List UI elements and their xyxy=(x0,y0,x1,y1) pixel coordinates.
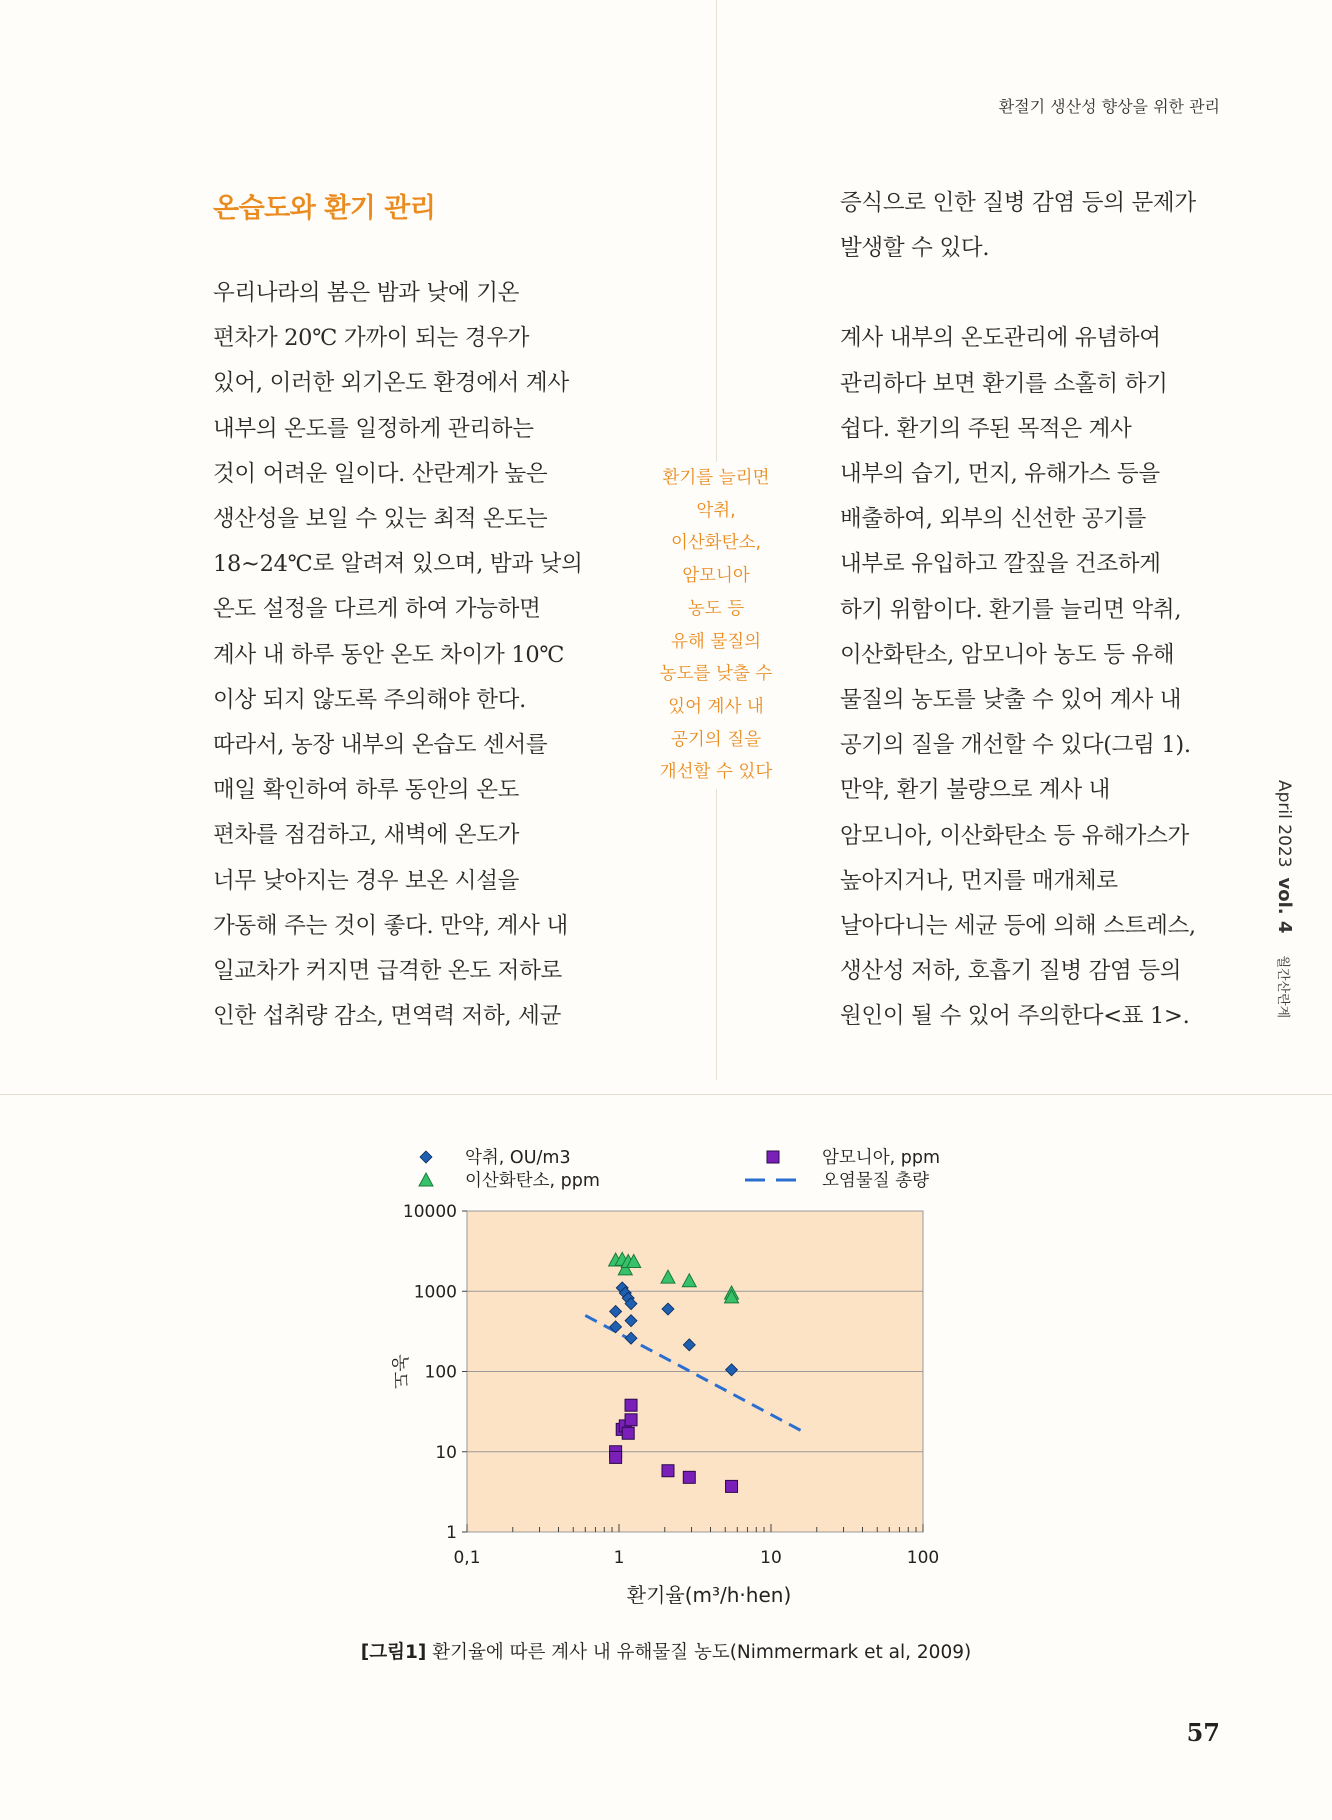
body-line: 계사 내부의 온도관리에 유념하여 xyxy=(840,325,1161,352)
pull-quote-line: 있어 계사 내 xyxy=(668,696,764,717)
ammonia-point xyxy=(683,1471,695,1483)
y-tick-label: 10 xyxy=(435,1442,457,1463)
page-number: 57 xyxy=(1186,1718,1220,1747)
legend-co2-label: 이산화탄소, ppm xyxy=(465,1171,600,1191)
body-line: 따라서, 농장 내부의 온습도 센서를 xyxy=(213,732,548,759)
body-line: 있어, 이러한 외기온도 환경에서 계사 xyxy=(213,370,569,397)
pull-quote-line: 암모니아 xyxy=(682,566,750,587)
body-line: 물질의 농도를 낮출 수 있어 계사 내 xyxy=(840,687,1182,714)
body-line: 것이 어려운 일이다. 산란계가 높은 xyxy=(213,460,548,487)
body-line: 관리하다 보면 환기를 소홀히 하기 xyxy=(840,370,1168,397)
body-line: 원인이 될 수 있어 주의한다<표 1>. xyxy=(840,1003,1190,1030)
caption-text: 환기율에 따른 계사 내 유해물질 농도(Nimmermark et al, 2009) xyxy=(432,1642,972,1663)
legend-trend-label: 오염물질 총량 xyxy=(822,1171,929,1191)
pull-quote-line: 환기를 늘리면 xyxy=(662,468,770,488)
running-title: 환절기 생산성 향상을 위한 관리 xyxy=(998,97,1220,116)
body-line: 가동해 주는 것이 좋다. 만약, 계사 내 xyxy=(213,912,568,939)
x-tick-label: 0,1 xyxy=(453,1548,481,1568)
left-body-column xyxy=(213,271,583,1039)
ammonia-point xyxy=(625,1399,637,1411)
ammonia-point xyxy=(610,1451,622,1463)
body-line: 높아지거나, 먼지를 매개체로 xyxy=(840,867,1118,894)
side-issue-label xyxy=(1274,780,1295,1018)
legend-ammonia-marker xyxy=(767,1151,779,1163)
body-line: 생산성을 보일 수 있는 최적 온도는 xyxy=(213,506,548,533)
pull-quote-line: 공기의 질을 xyxy=(670,729,762,750)
body-line: 편차가 20℃ 가까이 되는 경우가 xyxy=(213,325,530,352)
body-line: 날아다니는 세균 등에 의해 스트레스, xyxy=(840,913,1196,940)
body-line: 이상 되지 않도록 주의해야 한다. xyxy=(213,686,526,713)
issue-volume: vol. 4 xyxy=(1274,877,1295,934)
body-line: 일교차가 커지면 급격한 온도 저하로 xyxy=(213,958,562,985)
figure-chart xyxy=(370,1135,1030,1615)
section-title: 온습도와 환기 관리 xyxy=(213,193,436,224)
paragraph-gap xyxy=(840,271,1196,316)
body-line: 편차를 점검하고, 새벽에 온도가 xyxy=(213,822,520,849)
x-tick-label: 10 xyxy=(760,1548,782,1568)
body-line: 매일 확인하여 하루 동안의 온도 xyxy=(213,777,520,804)
y-tick-label: 10000 xyxy=(402,1202,457,1222)
scatter-chart xyxy=(370,1135,1030,1615)
body-line: 발생할 수 있다. xyxy=(840,235,990,262)
legend-odor-marker xyxy=(420,1151,432,1163)
body-line: 계사 내 하루 동안 온도 차이가 10℃ xyxy=(213,641,565,668)
pull-quote-line: 농도 등 xyxy=(687,598,745,619)
ammonia-point xyxy=(662,1465,674,1477)
body-line: 내부의 온도를 일정하게 관리하는 xyxy=(213,415,534,442)
body-line: 내부의 습기, 먼지, 유해가스 등을 xyxy=(840,461,1160,488)
pull-quote-line: 이산화탄소, xyxy=(670,533,762,554)
x-tick-label: 100 xyxy=(906,1548,940,1568)
body-line: 생산성 저하, 호흡기 질병 감염 등의 xyxy=(840,958,1182,985)
x-tick-label: 1 xyxy=(613,1548,625,1568)
magazine-name: 월간산란계 xyxy=(1275,955,1290,1019)
body-line: 우리나라의 봄은 밤과 낮에 기온 xyxy=(213,280,520,306)
legend-odor-label: 악취, OU/m3 xyxy=(465,1148,571,1168)
pull-quote-line: 농도를 낮출 수 xyxy=(659,664,773,685)
body-line: 증식으로 인한 질병 감염 등의 문제가 xyxy=(840,190,1196,216)
pull-quote xyxy=(632,462,800,789)
body-line: 이산화탄소, 암모니아 농도 등 유해 xyxy=(840,641,1175,668)
pull-quote-line: 유해 물질의 xyxy=(670,631,762,652)
y-axis-label: 농도 xyxy=(389,1354,410,1389)
pull-quote-line: 개선할 수 있다 xyxy=(659,762,773,783)
y-tick-label: 1000 xyxy=(413,1282,457,1303)
right-body-column xyxy=(840,181,1196,1040)
y-tick-label: 1 xyxy=(446,1523,457,1543)
y-tick-label: 100 xyxy=(424,1362,457,1383)
x-axis-label: 환기율(m³/h·hen) xyxy=(626,1583,792,1607)
body-line: 하기 위함이다. 환기를 늘리면 악취, xyxy=(840,596,1182,623)
body-line: 배출하여, 외부의 신선한 공기를 xyxy=(840,506,1147,533)
body-line: 18~24℃로 알려져 있으며, 밤과 낮의 xyxy=(213,551,583,578)
issue-date: April 2023 xyxy=(1274,780,1294,868)
body-line: 만약, 환기 불량으로 계사 내 xyxy=(840,777,1111,804)
body-line: 온도 설정을 다르게 하여 가능하면 xyxy=(213,596,541,623)
caption-label: [그림1] xyxy=(360,1642,427,1663)
legend-co2-marker xyxy=(419,1173,433,1186)
ammonia-point xyxy=(625,1414,637,1426)
body-line: 쉽다. 환기의 주된 목적은 계사 xyxy=(840,415,1132,442)
ammonia-point xyxy=(726,1480,738,1492)
body-line: 공기의 질을 개선할 수 있다(그림 1). xyxy=(840,732,1191,759)
figure-caption xyxy=(0,1638,1332,1664)
section-divider-horizontal xyxy=(0,1094,1332,1095)
pull-quote-line: 악취, xyxy=(696,500,736,521)
body-line: 인한 섭취량 감소, 면역력 저하, 세균 xyxy=(213,1003,562,1030)
legend-ammonia-label: 암모니아, ppm xyxy=(822,1148,941,1168)
body-line: 내부로 유입하고 깔짚을 건조하게 xyxy=(840,551,1161,578)
ammonia-point xyxy=(622,1427,634,1439)
body-line: 너무 낮아지는 경우 보온 시설을 xyxy=(213,867,520,894)
body-line: 암모니아, 이산화탄소 등 유해가스가 xyxy=(840,822,1189,849)
